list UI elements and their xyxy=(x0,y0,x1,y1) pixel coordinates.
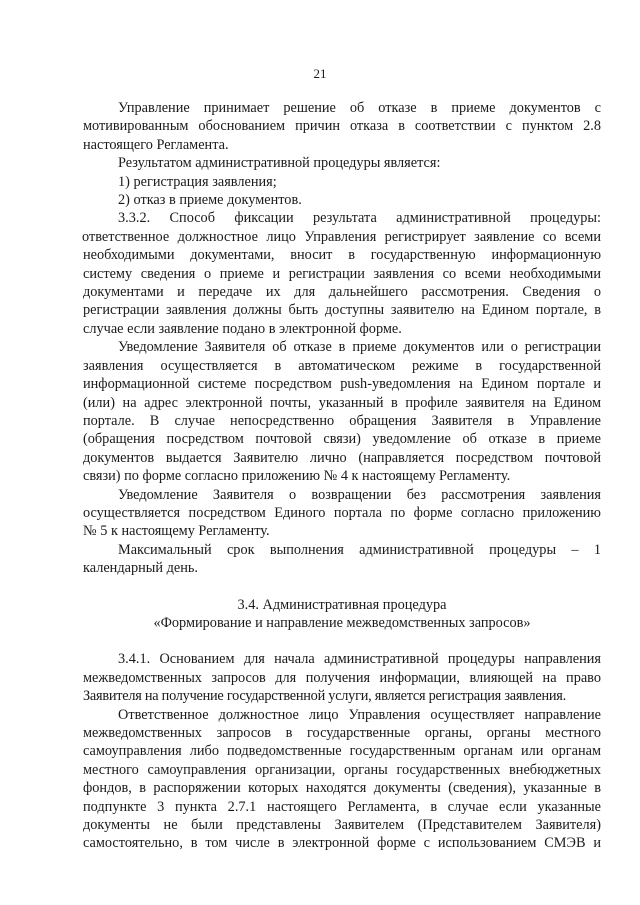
text-line: подпункте 3 пункта 2.7.1 настоящего Регламента, в случае если указанные xyxy=(83,798,601,815)
text-line: 3.3.2. Способ фиксации результата административной процедуры: xyxy=(118,210,601,227)
spacer xyxy=(83,578,601,596)
text-line: документов выдается Заявителю лично (направляется посредством почтовой xyxy=(83,449,601,466)
text-line: систему сведения о приеме и регистрации заявления со всеми необходимыми xyxy=(83,265,601,282)
text-line: самоуправления либо подведомственные государственным органам или органам xyxy=(83,743,601,760)
paragraph-max-term xyxy=(83,541,601,578)
text-line: (или) на адрес электронной почты, указанный в профиле заявителя на Едином xyxy=(83,394,601,411)
text-line: документами и передаче их для дальнейшего рассмотрения. Сведения о xyxy=(83,284,601,301)
text-line: календарный день. xyxy=(83,560,198,577)
paragraph-result-intro xyxy=(83,154,601,172)
section-heading xyxy=(83,596,601,633)
list-item-refusal xyxy=(83,191,601,209)
text-line: Заявителя на получение государственной услуги, является регистрация заявления. xyxy=(83,688,566,705)
text-line: фондов, в распоряжении которых находятся документы (сведения), указанные в xyxy=(83,780,601,797)
paragraph-return-notification xyxy=(83,486,601,541)
text-line: Результатом административной процедуры является: xyxy=(118,155,441,172)
heading-line: «Формирование и направление межведомственных запросов» xyxy=(153,614,531,631)
text-line: мотивированным обоснованием причин отказа в соответствии с пунктом 2.8 xyxy=(83,118,601,135)
spacer xyxy=(83,632,601,650)
paragraph-notification xyxy=(83,338,601,485)
text-line: Уведомление Заявителя о возвращении без рассмотрения заявления xyxy=(118,486,601,503)
heading-line: 3.4. Административная процедура xyxy=(237,596,447,613)
text-line: межведомственных запросов в государственные органы, органы местного xyxy=(83,725,601,741)
text-line: заявления осуществляется в автоматическом режиме в государственной xyxy=(83,357,601,374)
text-line: случае если заявление подано в электронной форме. xyxy=(83,320,402,337)
text-line: местного самоуправления организации, органы государственных внебюджетных xyxy=(83,761,601,778)
text-line: межведомственных запросов для получения информации, влияющей на право xyxy=(83,669,601,686)
text-line: осуществляется посредством Единого портала по форме согласно приложению xyxy=(83,504,601,521)
text-line: самостоятельно, в том числе в электронной форме с использованием СМЭВ и xyxy=(83,835,601,852)
text-line: Управление принимает решение об отказе в приеме документов с xyxy=(118,100,601,116)
text-line: Ответственное должностное лицо Управления осуществляет направление xyxy=(118,706,601,723)
list-item-registration xyxy=(83,173,601,191)
document-body xyxy=(83,99,601,853)
text-line: 2) отказ в приеме документов. xyxy=(118,192,302,209)
text-line: необходимыми документами, вносит в государственную информационную xyxy=(83,247,601,264)
paragraph-3-3-2 xyxy=(83,209,601,338)
paragraph-3-4-1 xyxy=(83,650,601,705)
text-line: портале. В случае непосредственно обращения Заявителя в Управление xyxy=(83,412,601,429)
text-line: документы не были представлены Заявителем (Представителем Заявителя) xyxy=(83,817,601,834)
text-line: настоящего Регламента. xyxy=(83,136,229,153)
text-line: Максимальный срок выполнения административной процедуры – 1 xyxy=(118,541,601,558)
text-line: Уведомление Заявителя об отказе в приеме документов или о регистрации xyxy=(118,339,601,356)
text-line: № 5 к настоящему Регламенту. xyxy=(83,523,270,540)
paragraph-responsible-official xyxy=(83,706,601,853)
text-line: связи) по форме согласно приложению № 4 к настоящему Регламенту. xyxy=(83,468,511,485)
text-line: ответственное должностное лицо Управления регистрирует заявление со всеми xyxy=(82,228,601,245)
paragraph-refusal-decision xyxy=(83,99,601,154)
text-line: регистрации заявления должны быть доступны заявителю на Едином портале, в xyxy=(83,302,601,319)
page-number: 21 xyxy=(313,66,327,81)
text-line: 1) регистрация заявления; xyxy=(118,173,277,190)
text-line: (обращения посредством почтовой связи) уведомление об отказе в приеме xyxy=(83,431,601,448)
text-line: информационной системе посредством push-уведомления на Едином портале и xyxy=(83,376,601,393)
text-line: 3.4.1. Основанием для начала административной процедуры направления xyxy=(118,651,601,668)
